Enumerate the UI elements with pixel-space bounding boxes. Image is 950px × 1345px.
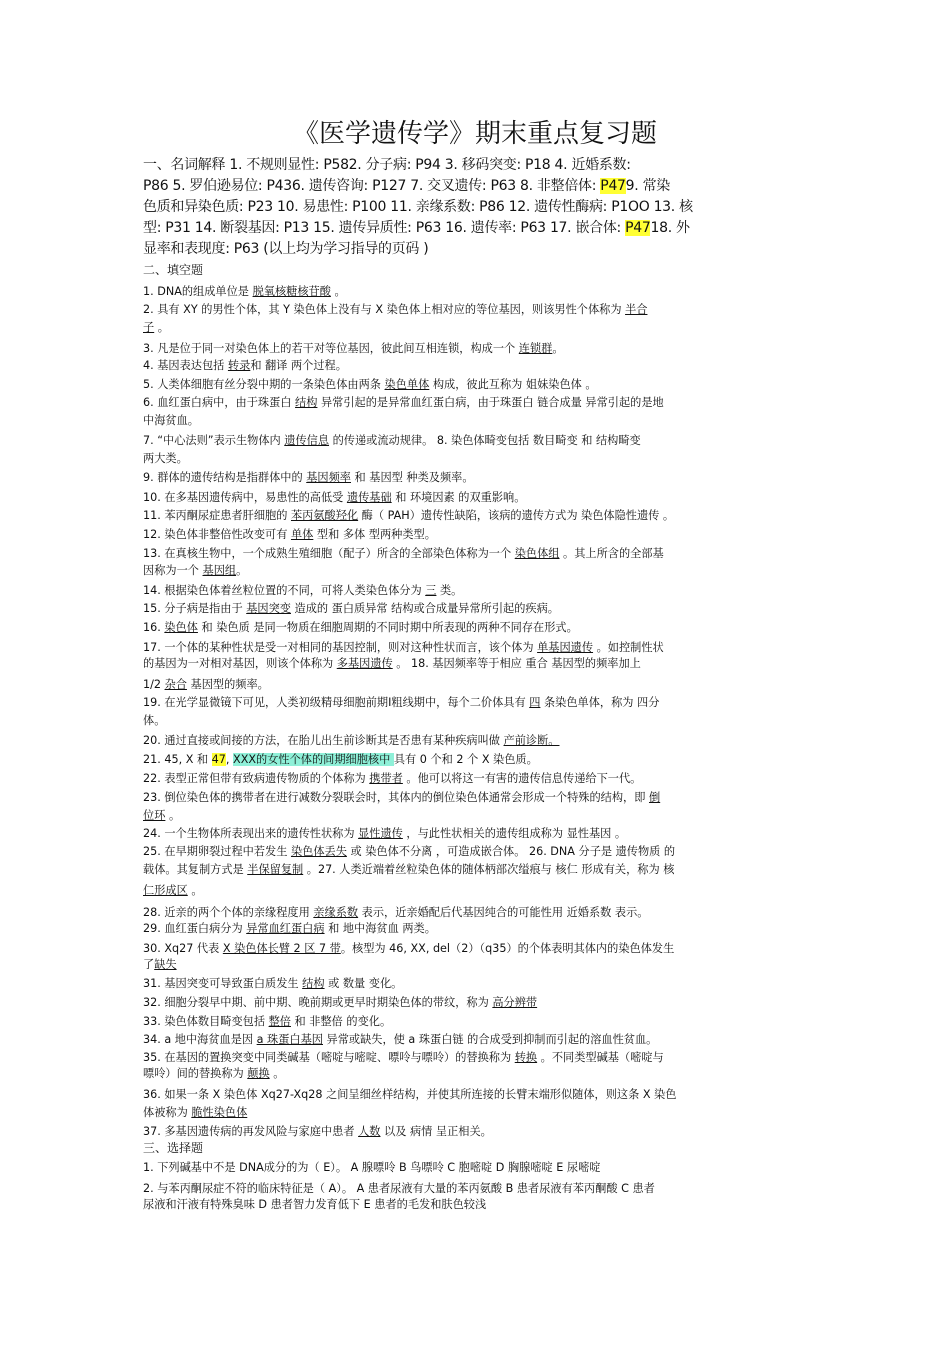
question-line: 20. 通过直接或间接的方法，在胎儿出生前诊断其是否患有某种疾病叫做 产前诊断。 [143, 734, 560, 747]
answer-blank: 异常血红蛋白病 [246, 922, 325, 935]
question-line: 1. DNA的组成单位是 脱氧核糖核苷酸 。 [143, 285, 346, 298]
answer-blank: 产前诊断。 [503, 734, 560, 747]
question-line: 11. 苯丙酮尿症患者肝细胞的 苯丙氨酸羟化 酶（ PAH）遗传性缺陷，该病的遗传方式为 染色体隐性遗传 。 [143, 509, 675, 522]
terms-section [143, 155, 807, 260]
question-line: 15. 分子病是指由于 基因突变 造成的 蛋白质异常 结构或合成量异常所引起的疾病。 [143, 602, 559, 615]
question-line: 位环 。 [143, 809, 181, 822]
question-line: 12. 染色体非整倍性改变可有 单体 型和 多体 型两种类型。 [143, 528, 436, 541]
question-line: 36. 如果一条 X 染色体 Xq27-Xq28 之间呈细丝样结构，并使其所连接的长臂末端形似随体，则这条 X 染色 [143, 1088, 677, 1101]
answer-blank: 子 [143, 321, 155, 334]
answer-blank: X 染色体长臂 2 区 7 带 [222, 942, 341, 955]
question-line: 35. 在基因的置换突变中同类碱基（嘧啶与嘧啶、嘌呤与嘌呤）的替换称为 转换 。不同类型碱基（嘧啶与 [143, 1051, 664, 1064]
answer-blank: 染色体组 [514, 547, 560, 560]
question-line: 子 。 [143, 321, 169, 334]
terms-line-1: 一、名词解释 1. 不规则显性: P582. 分子病: P94 3. 移码突变: P18 4. 近婚系数: [143, 157, 631, 173]
question-line: 了缺失 [143, 958, 177, 971]
question-line: 33. 染色体数目畸变包括 整倍 和 非整倍 的变化。 [143, 1015, 392, 1028]
answer-blank: 缺失 [154, 958, 177, 971]
answer-blank: 脆性染色体 [191, 1106, 248, 1119]
question-line: 5. 人类体细胞有丝分裂中期的一条染色体由两条 染色单体 构成，彼此互称为 姐妹染色体 。 [143, 378, 597, 391]
question-line: 2. 与苯丙酮尿症不符的临床特征是（ A）。 A 患者尿液有大量的苯丙氨酸 B 患者尿液有苯丙酮酸 C 患者 [143, 1182, 655, 1195]
answer-blank: 颠换 [247, 1067, 270, 1080]
question-line: 2. 具有 XY 的男性个体，其 Y 染色体上没有与 X 染色体上相对应的等位基因，则该男性个体称为 半合 [143, 303, 648, 316]
answer-blank: 多基因遗传 [336, 657, 393, 670]
answer-blank: 四 [529, 696, 541, 709]
answer-blank: 单体 [290, 528, 314, 541]
question-line: 19. 在光学显微镜下可见，人类初级精母细胞前期Ⅰ粗线期中，每个二价体具有 四 条染色单体，称为 四分 [143, 696, 660, 709]
answer-blank: 结构 [295, 396, 318, 409]
terms-line-3: 色质和异染色质: P23 10. 易患性: P100 11. 亲缘系数: P86 12. 遗传性酶病: P1OO 13. 核 [143, 199, 693, 215]
question-line: 9. 群体的遗传结构是指群体中的 基因频率 和 基因型 种类及频率。 [143, 471, 474, 484]
terms-line-5: 显率和表现度: P63 (以上均为学习指导的页码 ) [143, 241, 429, 257]
question-line: 体。 [143, 714, 166, 727]
question-line: 1/2 杂合 基因型的频率。 [143, 678, 269, 691]
question-line: 仁形成区 。 [143, 884, 203, 897]
question-line: 37. 多基因遗传病的再发风险与家庭中患者 人数 以及 病情 呈正相关。 [143, 1125, 492, 1138]
question-line: 4. 基因表达包括 转录和 翻译 两个过程。 [143, 359, 347, 372]
answer-blank: 半保留复制 [247, 863, 304, 876]
highlight-xxx: XXX的女性个体的间期细胞核中 [233, 753, 394, 766]
answer-blank: 人数 [358, 1125, 381, 1138]
question-line: 7. “中心法则”表示生物体内 遗传信息 的传递或流动规律。 8. 染色体畸变包括 数目畸变 和 结构畸变 [143, 434, 641, 447]
highlight-p47-b: P47 [625, 220, 651, 236]
question-line: 16. 染色体 和 染色质 是同一物质在细胞周期的不同时期中所表现的两种不同存在形式。 [143, 621, 578, 634]
question-line: 22. 表型正常但带有致病遗传物质的个体称为 携带者 。他可以将这一有害的遗传信息传递给下一代。 [143, 772, 642, 785]
answer-blank: 染色体丢失 [290, 845, 347, 858]
question-line: 的基因为一对相对基因，则该个体称为 多基因遗传 。 18. 基因频率等于相应 重合 基因型的频率加上 [143, 657, 641, 670]
question-line: 21. 45, X 和 47, XXX的女性个体的间期细胞核中 具有 0 个和 2 个 X 染色质。 [143, 753, 538, 766]
answer-blank: 转换 [514, 1051, 538, 1064]
answer-blank: 转录 [227, 359, 251, 372]
section-choice-heading: 三、选择题 [143, 1141, 204, 1155]
answer-blank: 高分辨带 [492, 996, 538, 1009]
document-title: 《医学遗传学》期末重点复习题 [292, 119, 657, 149]
question-line: 30. Xq27 代表 X 染色体长臂 2 区 7 带。核型为 46, XX, del（2）（q35）的个体表明其体内的染色体发生 [143, 942, 675, 955]
answer-blank: 半合 [625, 303, 648, 316]
question-line: 10. 在多基因遗传病中，易患性的高低受 遗传基础 和 环境因素 的双重影响。 [143, 491, 526, 504]
answer-blank: 杂合 [164, 678, 187, 691]
highlight-p47: P47 [600, 178, 626, 194]
question-line: 3. 凡是位于同一对染色体上的若干对等位基因，彼此间互相连锁，构成一个 连锁群。 [143, 342, 564, 355]
question-line: 32. 细胞分裂早中期、前中期、晚前期或更早时期染色体的带纹，称为 高分辨带 [143, 996, 538, 1009]
question-line: 25. 在早期卵裂过程中若发生 染色体丢失 或 染色体不分离 ，可造成嵌合体。 26. DNA 分子是 遗传物质 的 [143, 845, 676, 858]
answer-blank: 染色单体 [384, 378, 430, 391]
section-fill-blank-heading: 二、填空题 [143, 263, 204, 277]
terms-line-4: 型: P31 14. 断裂基因: P13 15. 遗传异质性: P63 16. 遗传率: P63 17. 嵌合体: P4718. 外 [143, 220, 690, 236]
question-line: 尿液和汗液有特殊臭味 D 患者智力发育低下 E 患者的毛发和肤色较浅 [143, 1198, 487, 1211]
question-line: 24. 一个生物体所表现出来的遗传性状称为 显性遗传 ，与此性状相关的遗传组成称为 显性基因 。 [143, 827, 627, 840]
question-line: 因称为一个 基因组。 [143, 564, 248, 577]
answer-blank: 结构 [302, 977, 325, 990]
answer-blank: 染色体 [164, 621, 198, 634]
question-line: 体被称为 脆性染色体 [143, 1106, 248, 1119]
answer-blank: 基因组 [202, 564, 237, 577]
question-line: 31. 基因突变可导致蛋白质发生 结构 或 数量 变化。 [143, 977, 403, 990]
question-line: 29. 血红蛋白病分为 异常血红蛋白病 和 地中海贫血 两类。 [143, 922, 436, 935]
question-line: 两大类。 [143, 452, 188, 465]
answer-blank: 遗传信息 [284, 434, 330, 447]
answer-blank: 基因频率 [306, 471, 351, 484]
question-line: 载体。其复制方式是 半保留复制 。27. 人类近端着丝粒染色体的随体柄部次缢痕与 核仁 形成有关，称为 核 [143, 863, 675, 876]
answer-blank: 倒 [648, 791, 661, 804]
answer-blank: 仁形成区 [143, 884, 188, 897]
answer-blank: 位环 [143, 809, 166, 822]
answer-blank: 苯丙氨酸羟化 [290, 509, 359, 522]
answer-blank: 遗传基础 [346, 491, 392, 504]
question-line: 23. 倒位染色体的携带者在进行减数分裂联会时，其体内的倒位染色体通常会形成一个特殊的结构，即 倒 [143, 791, 661, 804]
answer-blank: 整倍 [268, 1015, 291, 1028]
question-line: 28. 近亲的两个个体的亲缘程度用 亲缘系数 表示，近亲婚配后代基因纯合的可能性用 近婚系数 表示。 [143, 906, 649, 919]
answer-blank: a 珠蛋白基因 [256, 1033, 323, 1046]
question-line: 34. a 地中海贫血是因 a 珠蛋白基因 异常或缺失，使 a 珠蛋白链 的合成受到抑制而引起的溶血性贫血。 [143, 1033, 658, 1046]
question-line: 嘌呤）间的替换称为 颠换 。 [143, 1067, 285, 1080]
question-line: 13. 在真核生物中，一个成熟生殖细胞（配子）所含的全部染色体称为一个 染色体组 。其上所含的全部基 [143, 547, 664, 560]
answer-blank: 携带者 [369, 772, 403, 785]
question-line: 中海贫血。 [143, 414, 199, 427]
highlight-47: 47 [211, 753, 226, 766]
question-line: 1. 下列碱基中不是 DNA成分的为（ E）。 A 腺嘌呤 B 鸟嘌呤 C 胞嘧啶 D 胸腺嘧啶 E 尿嘧啶 [143, 1161, 601, 1174]
answer-blank: 连锁群 [518, 342, 553, 355]
answer-blank: 三 [425, 584, 437, 597]
question-line: 14. 根据染色体着丝粒位置的不同，可将人类染色体分为 三 类。 [143, 584, 463, 597]
question-line: 17. 一个体的某种性状是受一对相同的基因控制，则对这种性状而言，该个体为 单基因遗传 。如控制性状 [143, 641, 664, 654]
terms-line-2: P86 5. 罗伯逊易位: P436. 遗传咨询: P127 7. 交叉遗传: P63 8. 非整倍体: P479. 常染 [143, 178, 670, 194]
answer-blank: 亲缘系数 [313, 906, 359, 919]
answer-blank: 基因突变 [246, 602, 291, 615]
answer-blank: 单基因遗传 [537, 641, 594, 654]
answer-blank: 脱氧核糖核苷酸 [252, 285, 331, 298]
question-line: 6. 血红蛋白病中，由于珠蛋白 结构 异常引起的是异常血红蛋白病，由于珠蛋白 链合成量 异常引起的是地 [143, 396, 664, 409]
answer-blank: 显性遗传 [358, 827, 403, 840]
